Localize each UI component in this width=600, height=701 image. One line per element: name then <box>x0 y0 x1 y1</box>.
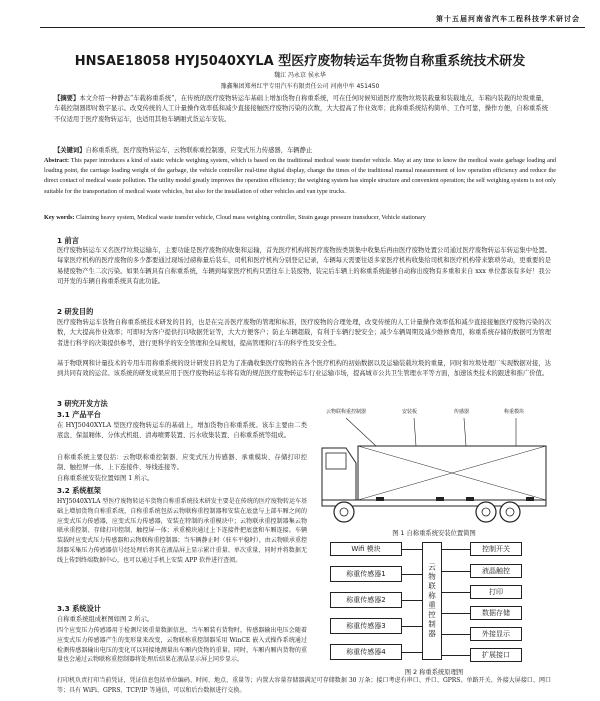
figure-1 <box>316 408 552 528</box>
authors: 魏江 冯永京 侯永华 <box>274 72 326 79</box>
section-3-3-text: 自称重系统组成框图如图 2 所示。 <box>57 616 154 623</box>
fig2-box-expansion: 扩展接口 <box>470 648 522 662</box>
fig2-arrow <box>442 613 470 614</box>
abstract-cn <box>54 94 548 125</box>
fig2-box-sensor3: 称重传感器3 <box>330 618 402 634</box>
keywords-en-text: Claiming heavy system, Medical waste transfer vehicle, Cloud mass weighing controller, Strain gauge pressure transducer, Vehicle stationary <box>75 214 426 221</box>
fig2-box-sensor2: 称重传感器2 <box>330 592 402 608</box>
section-3-2-heading: 3.2 系统框架 <box>57 486 101 495</box>
section-3-1-text3: 自称重系统安装位置如图 1 所示。 <box>57 475 154 482</box>
fig2-arrow <box>402 574 422 575</box>
fig1-label-sensor: 传感器 <box>454 409 470 415</box>
fig2-box-display: 外接显示 <box>470 627 522 641</box>
keywords-cn <box>54 146 548 156</box>
fig2-arrow <box>402 549 422 550</box>
fig2-box-sensor1: 称重传感器1 <box>330 566 402 582</box>
keywords-cn-label: 【关键词】 <box>54 147 86 154</box>
figure-2-caption: 图 2 称重系统原理图 <box>404 669 464 676</box>
fig1-label-controller: 云物联称重控制器 <box>326 409 367 415</box>
section-3-1-text: 在 HYJ5040XYLA 型医疗废物转运车的基础上，增加货物自称重系统。该车主要由二类底盘、保温厢体、分体式机组、清毒喷雾装置、污水收集装置、自称重系统等组成。 <box>57 422 307 440</box>
section-3-1-text2: 自称重系统主要包括：云物联称重控制器、应变式压力传感器、承重模块、存储打印控制、触控屏一体、上下连接件、导线连接等。 <box>57 454 307 472</box>
section-1-text: 医疗废物转运车又名医疗垃圾运输车，主要功能是医疗废物的收集和运输，首先医疗机构将医疗废物按类别集中收集后再由医疗废物处置公司通过医疗废物转运车转运集中处置。每家医疗机构的医疗废物的多少都要通过现场过磅称量后装车，司机和医疗机构分别登记记录，车辆每天需要往返多家医疗机构收集给司机和医疗机构带来繁琐劳动，更重要的是易使废物产生二次污染。如果车辆具有自称重系统，车辆到每家医疗机构只需往车上装废物，装完后车辆上的称重系统能够自动称出废物有多重和来自 xxx 单位都该有多好！我公司开发的车辆自称重系统具有此功能。 <box>57 247 551 286</box>
fig2-box-print: 打印 <box>470 585 522 599</box>
truck-diagram <box>316 408 552 528</box>
abstract-en-text: This paper introduces a kind of static vehicle weighing system, which is based on the traditional medical waste transfer vehicle. May at any time to know the medical waste garbage loading and loading point, the carriage loading weight of the garbage, the vehicle controller real-time digital display, change the times of the traditional manual measurement of low operation efficiency and reduce the direct contact of medical waste pollution. The utility model greatly improves the operation efficiency; the weighing system has simple structure and convenient operation; the self weighing system is not only suitable for the transportation of medical waste vehicles, but also for the installation of other vehicles and van type trucks. <box>44 157 557 195</box>
fig2-arrow <box>442 592 470 593</box>
section-2-text: 医疗废物转运车货物自称重系统技术研发的目的，也是在完善医疗废物的管理和标准，医疗废物的合理处理，改变传统的人工计量操作效率低和减少直接接触医疗废物污染的次数，大大提高作业效率；可即时为客户提供打印收据凭证等，大大方便客户；防止车辆超载，有利于车辆行驶安全；减少车辆周期及减少维修费用，称重系统存储的数据可为管理者进行科学的决策提供参考，进行更科学的安全管理和全局规划，提高管理和行车的科学性及安全性。 <box>57 319 551 347</box>
abstract-cn-text: 本文介绍一种静态“车载称重系统”，在传统的医疗废物转运车基础上增加货物自称重系统，可在任何时候知道医疗废物垃圾装载量和装载地点，车箱内装载的垃圾重量，车载控制器即时数字显示。改变传统的人工计量操作效率低和减少直接接触医疗废物污染的次数，大大提高了作业效率；此称重系统结构简单、工作可靠，操作方便，自称重系统不仅适用于医疗废物转运车，也适用其他车辆厢式货运车安装。 <box>54 95 548 123</box>
fig2-arrow <box>442 549 470 550</box>
section-3-heading: 3 研究开发方法 <box>57 399 108 408</box>
fig2-arrow <box>402 626 422 627</box>
fig2-arrow <box>442 655 470 656</box>
abstract-cn-label: 【摘要】 <box>54 95 80 102</box>
fig1-label-plate: 安装板 <box>402 409 418 415</box>
abstract-en <box>44 156 556 197</box>
figure-1-caption: 图 1 自称重系统安装位置简图 <box>392 530 476 537</box>
section-3-3-text3: 打印机负责打印当前凭证，凭证信息包括单位编码、时间、地点、重量等；内置大容量存储器满足可存储数据 30 万条；接口考虑有串口、并口、GPRS、单路开关、外接大屏接口、网口等；具有 WiFi、GPRS、TCP/IP 等通信，可以和后台数据进行交换。 <box>57 677 551 694</box>
keywords-en-label: Key words: <box>44 214 75 221</box>
fig2-arrow <box>442 571 470 572</box>
section-3-3-heading: 3.3 系统设计 <box>57 604 101 613</box>
fig2-box-sensor4: 称重传感器4 <box>330 644 402 660</box>
section-3-1-heading: 3.1 产品平台 <box>57 410 101 419</box>
fig2-arrow <box>402 652 422 653</box>
section-2-heading: 2 研发目的 <box>57 307 94 316</box>
section-3-3-text2: 四个应变压力传感器用于检测垃圾重量数据信息，当车厢装有货物时，传感器输出电压会随着应变式压力传感器产生的变形量来改变，云物联称重控制器采用 WinCE 嵌入式操作系统通过检测传感器输出电压的变化可以同接地测量出车厢内货物的重量。同时，车厢内厢内货物的重量也会通过云物联称重控制器将处理后结果在液晶显示屏上同步显示。 <box>57 627 307 664</box>
fig2-box-switch: 控制开关 <box>470 542 522 556</box>
fig2-box-storage: 数据存储 <box>470 606 522 620</box>
keywords-cn-text: 自称重系统，医疗废物转运车，云物联称重控制器，应变式压力传感器，车辆静止 <box>85 147 313 154</box>
fig2-arrow <box>442 634 470 635</box>
section-2-text2: 基于物联网和计量技术的专用车用称重系统的设计研发目的是为了准确收集医疗废物的在各个医疗机构的初始数据以及运输装载垃圾的重量，同时和垃圾处理厂实现数据对接，达到共同有效的运营。该系统的研发成果应用于医疗废物转运车将有效的规范医疗废物转运车行业运输市场，提高城市公共卫生管理水平等方面，加速该类技术的跟进和推广价值。 <box>57 360 551 378</box>
figure-2 <box>316 540 552 668</box>
fig1-label-module: 称重模块 <box>504 409 525 415</box>
section-3-2-text: HYJ5040XYLA 型医疗废物转运车货物自称重系统技术研发主要是在传统的医疗废物转运车基础上增加货物自称重系统，自称重系统包括云物联称重控制器和安装在底盘与上部车厢之间的应变式压力传感器，应变式压力传感器，安装在特制的承重模块中；云物联承重控制器集云物联承重控制、存储打印控制、触控屏一体；承重模块通过上下连接件把底盘和车厢连接。车辆装载时应变式压力传感器和云物联称重控制器；当车辆静止时（驻车平稳时），由云物联承重控制器采集压力传感器信号经处理后将其在液晶屏上显示累计重量、单次重量，同时并将数据无线上传到终端数据中心，也可以通过手机上安装 APP 软件进行查阅。 <box>57 498 307 564</box>
section-1-heading: 1 前言 <box>57 236 79 245</box>
keywords-en <box>44 213 556 223</box>
paper-title: HNSAE18058 HYJ5040XYLA 型医疗废物转运车货物自称重系统技术研发 <box>74 54 526 69</box>
fig2-box-wifi: Wifi 模块 <box>330 542 402 556</box>
affiliation: 豫鑫集团郑州红宇专用汽车有限责任公司 河南中牟 451450 <box>220 83 380 90</box>
header-rule <box>40 27 585 28</box>
conference-header: 第十五届河南省汽车工程科技学术研讨会 <box>436 15 580 23</box>
abstract-en-label: Abstract: <box>44 157 70 164</box>
fig2-box-lcd: 液晶触控 <box>470 564 522 578</box>
fig2-controller: 云物联称重控制器 <box>422 542 442 660</box>
fig2-arrow <box>402 600 422 601</box>
